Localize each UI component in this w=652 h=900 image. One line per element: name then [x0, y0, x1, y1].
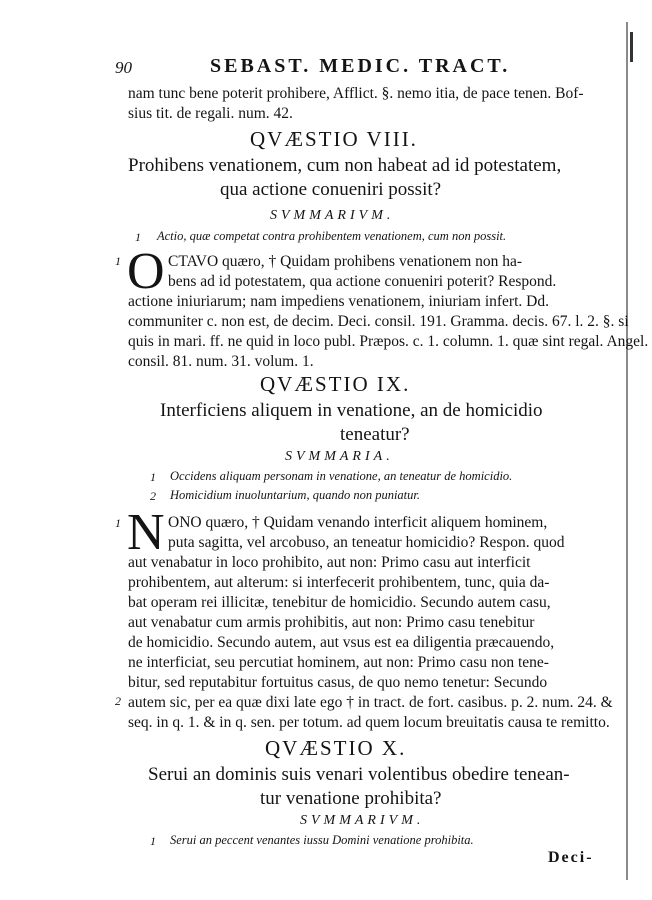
q9-margin-number: 2	[115, 694, 121, 708]
q8-body-line: communiter c. non est, de decim. Deci. consil. 191. Gramma. decis. 67. l. 2. §. si	[128, 313, 629, 330]
q10-summary-number: 1	[150, 834, 156, 848]
q9-summary-item: Homicidium inuoluntarium, quando non puniatur.	[170, 488, 421, 502]
q8-body-line: quis in mari. ff. ne quid in loco publ. Præpos. c. 1. column. 1. quæ sint regal. Angel.	[128, 333, 649, 350]
q8-drop-cap: O	[127, 243, 165, 300]
catchword: Deci-	[548, 849, 594, 866]
page-edge-mark	[630, 32, 633, 62]
q9-summary-number: 1	[150, 470, 156, 484]
page-number: 90	[115, 58, 132, 77]
q10-summary-item: Serui an peccent venantes iussu Domini venatione prohibita.	[170, 833, 474, 847]
q9-body-line: aut venabatur in loco prohibito, aut non: Primo casu aut interficit	[128, 554, 531, 571]
q9-body-line: autem sic, per ea quæ dixi late ego † in tract. de fort. casibus. p. 2. num. 24. &	[128, 694, 613, 711]
q9-body-line: ONO quæro, † Quidam venando interficit aliquem hominem,	[168, 514, 548, 531]
intro-line: nam tunc bene poterit prohibere, Afflict. §. nemo itia, de pace tenen. Bof-	[128, 85, 584, 102]
q8-title-line: Prohibens venationem, cum non habeat ad id potestatem,	[128, 155, 562, 176]
intro-line: sius tit. de regali. num. 42.	[128, 105, 293, 122]
page-edge-line	[626, 22, 628, 880]
q9-margin-number: 1	[115, 516, 121, 530]
q10-heading: QVÆSTIO X.	[265, 736, 407, 760]
q9-body-line: puta sagitta, vel arcobuso, an teneatur homicidio? Respon. quod	[168, 534, 565, 551]
q10-title-line: Serui an dominis suis venari volentibus obedire tenean-	[148, 764, 570, 785]
q9-body-line: seq. in q. 1. & in q. sen. per totum. ad quem locum breuitatis causa te remitto.	[128, 714, 610, 731]
q9-title-line: Interficiens aliquem in venatione, an de homicidio	[160, 400, 543, 421]
q8-title-line: qua actione conueniri possit?	[220, 179, 442, 200]
q9-summary-item: Occidens aliquam personam in venatione, an teneatur de homicidio.	[170, 469, 513, 483]
q8-margin-number: 1	[115, 254, 121, 268]
q8-summary-number: 1	[135, 230, 141, 244]
q8-body-line: bens ad id potestatem, qua actione conueniri poterit? Respond.	[168, 273, 557, 290]
q8-summary-label: SVMMARIVM.	[270, 208, 395, 223]
q9-body-line: bat operam rei illicitæ, tenebitur de homicidio. Secundo autem casu,	[128, 594, 551, 611]
q8-body-line: actione iniuriarum; nam impediens venationem, iniuriam infert. Dd.	[128, 293, 549, 310]
q9-body-line: de homicidio. Secundo autem, aut vsus est ea diligentia præcauendo,	[128, 634, 555, 651]
q8-summary-item: Actio, quæ competat contra prohibentem venationem, cum non possit.	[157, 229, 507, 243]
running-title: SEBAST. MEDIC. TRACT.	[210, 55, 511, 77]
q9-body-line: ne interficiat, seu percutiat hominem, aut non: Primo casu non tene-	[128, 654, 549, 671]
q9-summary-label: SVMMARIA.	[285, 449, 394, 464]
q9-drop-cap: N	[127, 504, 165, 561]
q10-title-line: tur venatione prohibita?	[260, 788, 442, 809]
q9-body-line: bitur, sed reputabitur fortuitus casus, de quo nemo tenetur: Secundo	[128, 674, 548, 691]
q8-body-line: CTAVO quæro, † Quidam prohibens venationem non ha-	[168, 253, 523, 270]
q9-body-line: aut venabatur cum armis prohibitis, aut non: Primo casu tenebitur	[128, 614, 535, 631]
q10-summary-label: SVMMARIVM.	[300, 813, 425, 828]
q9-summary-number: 2	[150, 489, 156, 503]
q9-heading: QVÆSTIO IX.	[260, 372, 411, 396]
q9-title-line: teneatur?	[340, 424, 410, 445]
q8-body-line: consil. 81. num. 31. volum. 1.	[128, 353, 314, 370]
q8-heading: QVÆSTIO VIII.	[250, 127, 418, 151]
q9-body-line: prohibentem, aut alterum: si interfecerit prohibentem, tunc, quia da-	[128, 574, 550, 591]
